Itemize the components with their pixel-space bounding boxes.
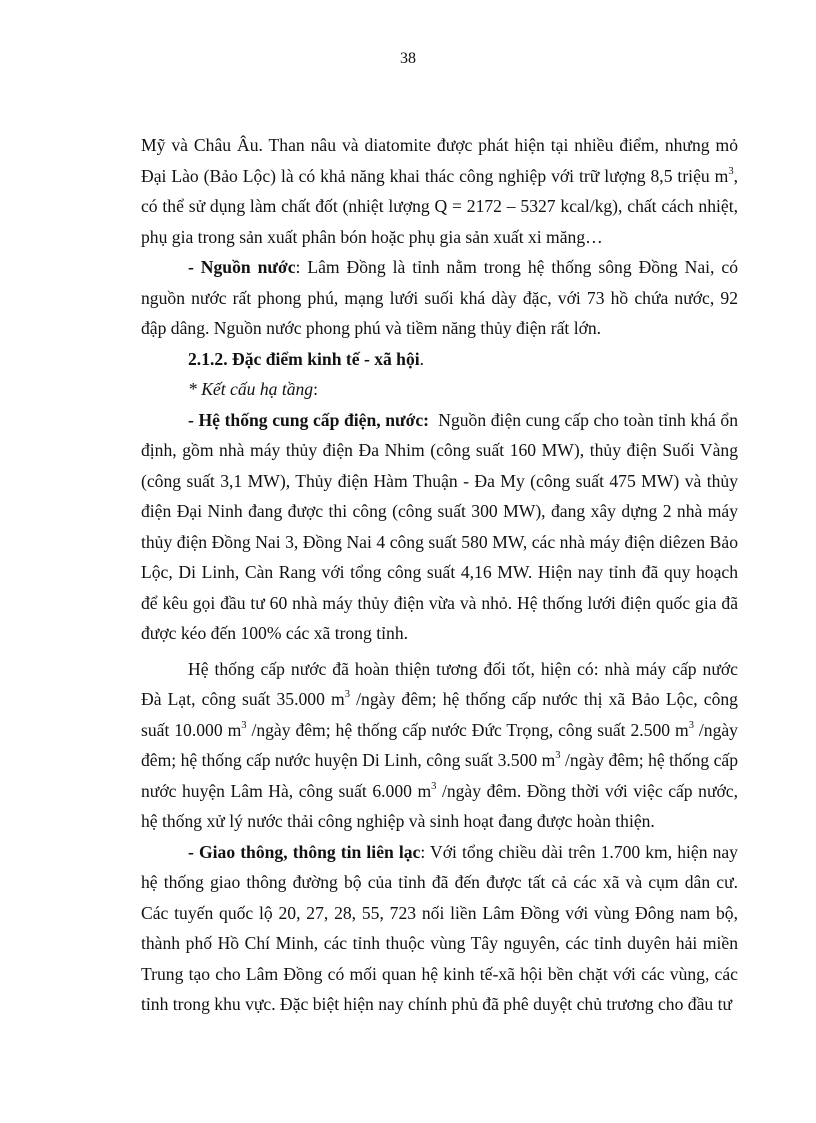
water-supply-text: /ngày đêm; hệ thống cấp nước thị xã Bảo Lộc, công suất 10.000 <box>141 689 738 740</box>
unit-m: m <box>331 689 345 709</box>
section-heading <box>141 344 738 375</box>
paragraph-water-source <box>141 252 738 344</box>
superscript: 3 <box>431 780 437 792</box>
transport-lead: - Giao thông, thông tin liên lạc <box>188 841 421 862</box>
superscript: 3 <box>555 750 561 762</box>
water-source-text: : Lâm Đồng là tỉnh nằm trong hệ thống sông Đồng Nai, có nguồn nước rất phong phú, mạng lưới suối khá dày đặc, với 73 hồ chứa nước, 92 đập dâng. Nguồn nước phong phú và tiềm năng thủy điện rất lớn. <box>141 257 738 338</box>
section-heading-period: . <box>419 348 425 369</box>
minerals-text-cont: , có thể sử dụng làm chất đốt (nhiệt lượng Q = 2172 – 5327 kcal/kg), chất cách nhiệt, phụ gia trong sản xuất phân bón hoặc phụ gia sản xuất xi măng… <box>141 165 738 247</box>
water-supply-text: /ngày đêm. Đồng thời với việc cấp nước, hệ thống xử lý nước thải công nghiệp và sinh hoạt đang được hoàn thiện. <box>141 780 738 831</box>
superscript: 3 <box>728 165 734 177</box>
subheading <box>141 374 738 405</box>
water-supply-text: /ngày đêm; hệ thống cấp nước huyện Di Linh, công suất 3.500 <box>141 719 738 770</box>
unit-m: m <box>541 750 556 770</box>
page-number: 38 <box>400 50 416 67</box>
power-water-lead: - Hệ thống cung cấp điện, nước: <box>188 409 430 430</box>
minerals-text: Mỹ và Châu Âu. Than nâu và diatomite được phát hiện tại nhiều điểm, nhưng mỏ Đại Lào (Bảo Lộc) là có khả năng khai thác công nghiệp với trữ lượng 8,5 triệu m <box>141 135 738 186</box>
body-text <box>141 130 743 1020</box>
unit-m: m <box>417 780 432 801</box>
transport-text: : Với tổng chiều dài trên 1.700 km, hiện nay hệ thống giao thông đường bộ của tỉnh đã đến được tất cả các xã và cụm dân cư. Các tuyến quốc lộ 20, 27, 28, 55, 723 nối liền Lâm Đồng với vùng Đông nam bộ, thành phố Hồ Chí Minh, các tỉnh thuộc vùng Tây nguyên, các tỉnh duyên hải miền Trung tạo cho Lâm Đồng có mối quan hệ kinh tế-xã hội bền chặt với các vùng, các tỉnh trong khu vực. Đặc biệt hiện nay chính phủ đã phê duyệt chủ trương cho đầu tư <box>141 841 738 1014</box>
subheading-colon: : <box>313 379 318 399</box>
water-supply-text: /ngày đêm; hệ thống cấp nước Đức Trọng, công suất 2.500 <box>246 719 675 740</box>
paragraph-transport <box>141 837 738 1020</box>
power-water-text: Nguồn điện cung cấp cho toàn tỉnh khá ổn định, gồm nhà máy thủy điện Đa Nhim (công suất 160 MW), thủy điện Suối Vàng (công suất 3,1 MW), Thủy điện Hàm Thuận - Đa My (công suất 475 MW) và thủy điện Đại Ninh đang được thi công (công suất 300 MW), đang xây dựng 2 nhà máy thủy điện Đồng Nai 3, Đồng Nai 4 công suất 580 MW, các nhà máy điện diêzen Bảo Lộc, Di Linh, Càn Rang với tổng công suất 4,16 MW. Hiện nay tỉnh đã quy hoạch để kêu gọi đầu tư 60 nhà máy thủy điện vừa và nhỏ. Hệ thống lưới điện quốc gia đã được kéo đến 100% các xã trong tỉnh. <box>141 409 743 643</box>
superscript: 3 <box>344 689 351 701</box>
subheading-text: * Kết cấu hạ tầng <box>188 379 314 399</box>
paragraph-minerals <box>141 130 738 252</box>
superscript: 3 <box>688 719 694 731</box>
paragraph-water-supply <box>141 654 738 837</box>
water-supply-text: Hệ thống cấp nước đã hoàn thiện tương đối tốt, hiện có: nhà máy cấp nước Đà Lạt, công suất 35.000 <box>141 658 738 709</box>
water-supply-text: /ngày đêm; hệ thống cấp nước huyện Lâm Hà, công suất 6.000 <box>141 750 739 801</box>
unit-m: m <box>227 719 242 740</box>
paragraph-power-water-system <box>141 405 743 649</box>
section-heading-text: 2.1.2. Đặc điểm kinh tế - xã hội <box>188 348 420 369</box>
unit-m: m <box>675 719 689 740</box>
superscript: 3 <box>241 719 247 731</box>
water-source-lead: - Nguồn nước <box>188 257 296 277</box>
